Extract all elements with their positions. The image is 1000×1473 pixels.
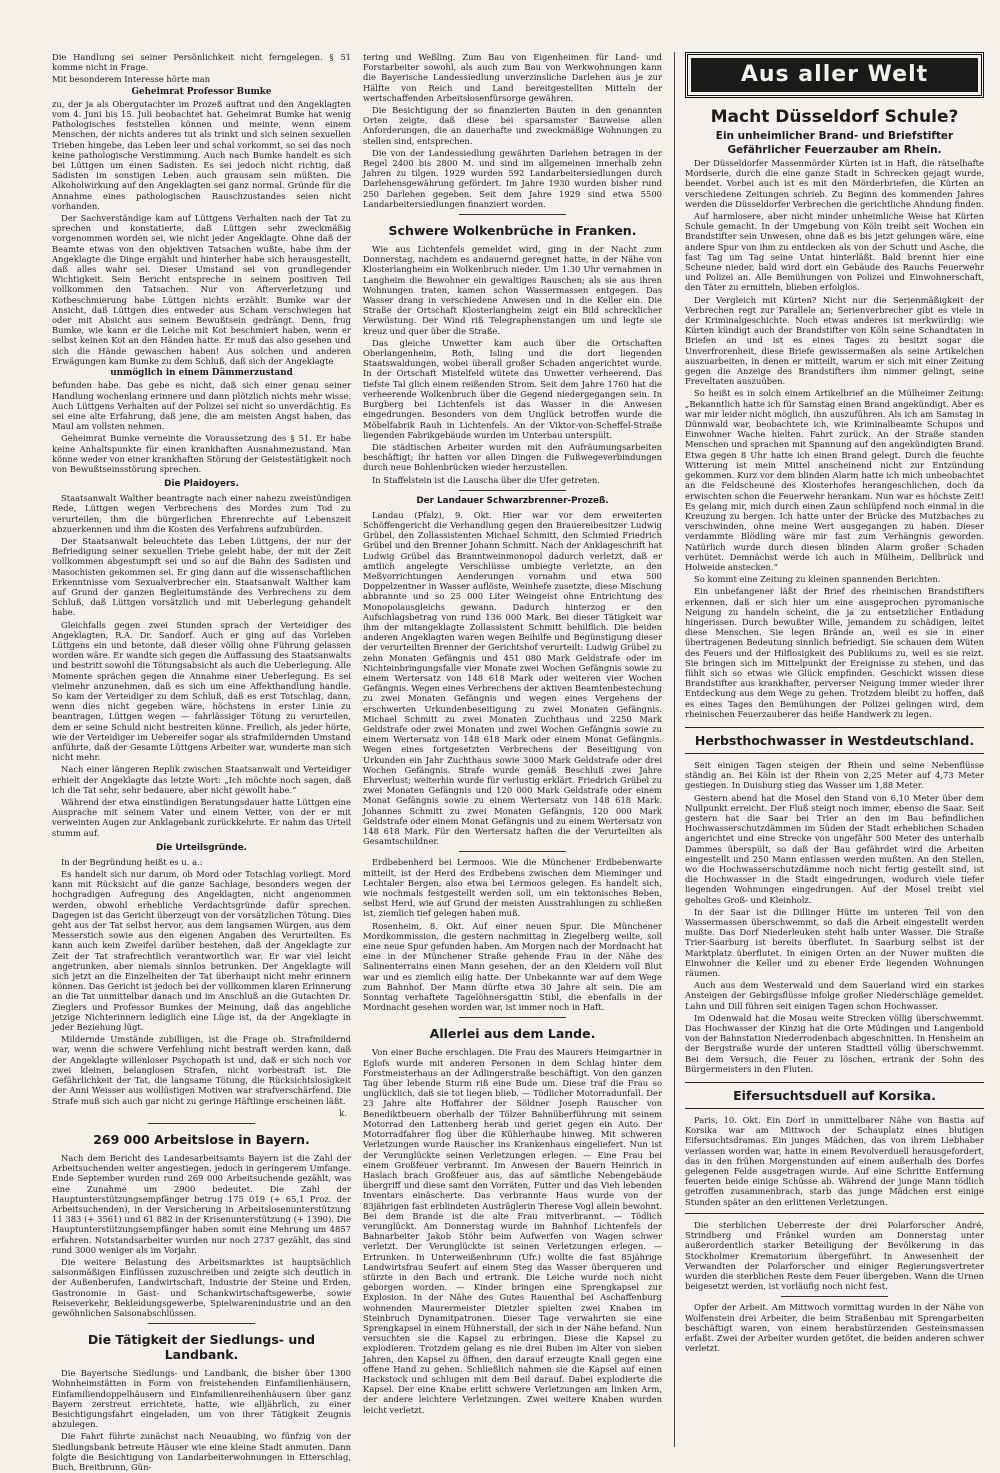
headline-duel: Eifersuchtsduell auf Korsika. <box>733 1088 936 1104</box>
separator <box>459 1017 567 1018</box>
headline-box <box>685 727 984 754</box>
article-paragraph: Opfer der Arbeit. Am Mittwoch vormittag wurden in der Nähe von Wolfenstein drei Arbeiter, die beim Straßenbau mit Sprengarbeiten beschäftigt waren, von einem herabstürzenden Gesteinsmassen erfaßt. Zwei der Arbeiter wurden getötet, die beiden anderen schwer verletzt. <box>685 1302 984 1354</box>
deck-line: Ein unheimlicher Brand- und Briefstifter <box>715 130 954 142</box>
separator <box>781 1296 889 1297</box>
separator <box>459 490 567 491</box>
article-paragraph: Während der etwa einstündigen Beratungsdauer hatte Lüttgen eine Ausprache mit seinem Vater und einem Vetter, von der er mit verweinten Augen zur Anklagebank zurückkehrte. Er nahm das Urteil stumm auf. <box>52 797 351 838</box>
article-paragraph: Auf harmlosere, aber nicht minder unheimliche Weise hat Kürten Schule gemacht. In der Umgebung von Köln treibt seit Wochen ein Brandstifter sein Unwesen, ohne daß es bis jetzt gelungen wäre, eine andere Spur von ihm zu entdecken als von der Schutt und Asche, die fast Tag um Tag seine Untat hinterläßt. Bald brennt hier eine Scheune nieder, bald wird dort ein Gebäude des Rauchs Feuerwehr und Polizei an. Alle Bemühungen von Polizei und Einwohnerschaft, den Täter zu ermitteln, blieben erfolglos. <box>685 211 984 293</box>
article-paragraph: Erdbebenherd bei Lermoos. Wie die Münchener Erdbebenwarte mitteilt, ist der Herd des Erdbebens zwischen dem Mieminger und Lechtaler Bergen, also etwa bei Lermoos gelegen. Es handelt sich, wie nochmals festgestellt werden soll, um ein tektonisches Beben, selbst Herd, wie auf Grund der meisten Ausstrahlungen zu schließen ist, ziemlich tief gelegen haben muß. <box>363 857 662 919</box>
article-paragraph: Der Vergleich mit Kürten? Nicht nur die Serienmäßigkeit der Verbrechen regt zur Parallele an; Serienverbrecher gibt es viele in der Kriminalgeschichte. Noch etwas anderes ist merkwürdig: wie Kürten kündigt auch der Brandstifter von Köln seine Schandtaten in Briefen an und ist es eines Tages zu besitzt sogar die Unverfrorenheit, diese Briefe gewissermaßen als seine Artikelchen auszuarbeiten, in denen er mitteilt, warum er sich mit einer Zeitung gegen die Anzeige des Brandstifters ihm nimmer gelingt, seine Freveltaten auszuüben. <box>685 294 984 387</box>
article-paragraph: Die sterblichen Ueberreste der drei Polarforscher André, Strindberg und Fränkel wurden am Donnerstag unter außerordentlich starker Beteiligung der Bevölkerung in das Stockholmer Krematorium übergeführt. In Anwesenheit der Verwandten der Polarforscher und einiger Regierungsvertreter wurden die sterblichen Reste dem Feuer übergeben. Wann die Urnen beigesetzt werden, ist vorläufig noch nicht fest. <box>685 1219 984 1292</box>
opening-text: Die Handlung sei seiner Persönlichkeit nicht ferngelegen. § 51 komme nicht in Frage. <box>52 52 351 73</box>
headline-region: Allerlei aus dem Lande. <box>429 1026 596 1042</box>
article-paragraph: Rosenheim, 8. Okt. Auf einer neuen Spur. Die Münchener Mordkommission, die gestern nachmittag in Ziegelberg weilte, soll eine neue Spur gefunden haben. Am Morgen nach der Mordnacht hat eine in der Münchener Straße gehende Frau in der Nähe des Salinenterrains einen Mann gesehen, der an den Kleidern voll Blut war und es ziemlich eilig hatte. Der Unbekannte war auf dem Wege zum Bahnhof. Der Mann dürfte etwa 30 Jahre alt sein. Die am Sonntag verhaftete Tagelöhnersgattin Stibl, die ebenfalls in der Mordnacht gesehen worden war, ist immer noch in Haft. <box>363 920 662 1013</box>
article-paragraph: Ein unbefangener läßt der Brief des rheinischen Brandstifters erkennen, daß er sich hier um eine ausgeprochen pyromanische Neigung zu handeln scheint, die ja zu entsetzlicher Entladung hingerissen. Durch bewußter Wille, jemandem zu schädigen, leitet diese Menschen. Sie legen Brände an, weil es sie in einer übertragenen Bedeutung sinnlich befriedigt. Sie schauen dem Wüten des Feuers und der Hilflosigkeit des Publikums zu, weil es sie reizt. Sie bringen sich im Mittelpunkt der Ereignisse zu stehen, und das fühlt sich so etwas wie Glück empfinden. Geschickt wissen diese Brandstifter aus krankhafter, perverser Neigung immer wieder ihrer Entdeckung aus dem Wege zu gehen. Trotzdem bleibt zu hoffen, daß es eines Tages den Bemühungen der Polizei gelingen wird, dem rheinischen Feuerzauberer das heiße Handwerk zu legen. <box>685 586 984 719</box>
article-paragraph: Seit einigen Tagen steigen der Rhein und seine Nebenflüsse ständig an. Bei Köln ist der Rhein von 2,25 Meter auf 4,73 Meter gestiegen. In Duisburg stieg das Wasser um 1,88 Meter. <box>685 759 984 791</box>
headline-box <box>685 1082 984 1109</box>
article-paragraph: tering und Weßling. Zum Bau von Eigenheimen für Land- und Forstarbeiter sowohl, als auch zum Bau von Werkwohnungen kann die Bayerische Landessiedlung unverzinsliche Darlehen aus je zur Hälfte von Reich und Land bereitgestellten Mitteln der wertschaffenden Arbeitslosenfürsorge gewähren. <box>363 52 662 103</box>
separator <box>148 1323 256 1324</box>
article-paragraph: Gestern abend hat die Mosel den Stand von 6,10 Meter über dem Nullpunkt erreicht. Der Fluß steigt noch immer, ebenso die Saar. Seit gestern hat die Saar bei Trier an den im Bau befindlichen Hochwasserschutzdämmen im Süden der Stadt erheblichen Schaden angerichtet und eine Strecke von ungefähr 500 Meter des unterhalb Dammes überspült, so daß der Bau gefährdet wird die Arbeiten eingestellt und 250 Mann entlassen werden mußten. An den Stellen, wo die Hochwasserschutzdämme noch nicht fertig gestellt sind, ist die Hochwasser in die Stadt eingedrungen, wodurch viele tiefer liegenden Wohnungen eingedrungen. Auf der Mosel treibt viel geholtes Groß- und Kleinholz. <box>685 792 984 905</box>
section-banner <box>685 52 984 98</box>
separator <box>459 851 567 852</box>
article-paragraph: Nach dem Bericht des Landesarbeitsamts Bayern ist die Zahl der Arbeitsuchenden weiter angestiegen, jedoch in geringerem Umfange. Ende September wurden rund 269 000 Arbeitsuchende gezählt, was eine Zunahme um 2900 bedeutet. Die Zahl der Hauptunterstützungsempfänger betrug 175 019 (+ 65,1 Proz. der Arbeitsuchenden), in der Versicherung in Arbeitslosenunterstützung 11 383 (+ 3561) und 61 882 in der Krisenunterstützung (+ 1390). Die Hauptunterstützungsempfänger haben somit eine Mehrung um 4857 erfahren. Notstandsarbeiter wurden nur noch 2737 gezählt, das sind rund 3000 weniger als im Vorjahr. <box>52 1152 351 1255</box>
article-paragraph: Die Fahrt führte zunächst nach Neuaubing, wo fünfzig von der Siedlungsbank betreute Häuser wie eine kleine Stadt anmuten. Dann folgte die Besichtigung von Landarbeiterwohnungen in Etterschlag, Buch, Breitbrunn, Gün- <box>52 1431 351 1472</box>
headline-storm: Schwere Wolkenbrüche in Franken. <box>388 223 637 239</box>
article-paragraph: zu, der ja als Obergutachter im Prozeß auftrat und den Angeklagten vom 4. Juni bis 15. Juli beobachtet hat. Geheimrat Bumke hat wenig Pathologisches feststellen können und meinte, wenn einem Menschen, der nichts anderes tut als trinkt und sich seinen sexuellen Trieben hingebe, das Leben leer und schal vorkommt, so sei das noch keine pathologische Verstimmung. Auch nach Bumke handelt es sich bei Lüttgen um einen Sadisten. Es sei jedoch nicht richtig, daß Sadisten im sonstigen Leben auch grausam sein müßten. Die Alkoholwirkung auf den Angeklagten sei ganz normal. Gründe für die Annahme eines pathologischen Rauschzustandes seien nicht vorhanden. <box>52 98 351 211</box>
headline-trial: Der Landauer Schwarzbrenner-Prozeß. <box>416 495 609 506</box>
author-sign: k. <box>339 1107 347 1118</box>
article-paragraph: In der Begründung heißt es u. a.: <box>61 856 203 867</box>
article-paragraph: Der Staatsanwalt beleuchtete das Leben Lüttgens, der nur der Befriedigung seiner sexuellen Triebe gelebt habe, der mit der Zeit vollkommen abgestumpft sei und so auf die Bahn des Sadisten und Masochisten gekommen sei. Er ging dann auf die wissenschaftlichen Erkenntnisse vom Sexualverbrecher ein. Staatsanwalt Walther kam auf Grund der ganzen Begleitumstände des Verbrechens zu dem Schluß, daß Lüttgen vorsätzlich und mit Ueberlegung gehandelt habe. <box>52 535 351 618</box>
opening-text: Mit besonderem Interesse hörte man <box>52 74 211 85</box>
article-paragraph: Auch aus dem Westerwald und dem Sauerland wird ein starkes Ansteigen der Gebirgsflüsse infolge großer Niederschläge gemeldet. Lahn und Dill führen seit einigen Tagen schon Hochwasser. <box>685 980 984 1011</box>
article-paragraph: Der Düsseldorfer Massenmörder Kürten ist in Haft, die rätselhafte Mordserie, durch die eine ganze Stadt in Schrecken gejagt wurde, beendet. Vorbei auch ist es mit den Mörderbriefen, die Kürten an verschiedene Zeitungen schrieb. Zu Beginn des kommenden Jahres werden die Düsseldorfer Verbrechen die gerichtliche Ahndung finden. <box>685 158 984 209</box>
article-paragraph: Die weitere Belastung des Arbeitsmarktes ist hauptsächlich saisonmäßigen Einflüssen zuzuschreiben und zeigte sich deutlich in der Außenberufen, Landwirtschaft, Industrie der Steine und Erden, Gastronomie in Gast- und Schankwirtschaftsgewerbe, sowie Reiseverkehr, Bekleidungsgewerbe, Spielwarenindustrie und an den gewöhnlichen Saisonabschlüssen. <box>52 1256 351 1318</box>
article-paragraph: Mildernde Umstände zubilligen, ist die Frage ob. Strafmildernd war, wenn die schwere Verfehlung nicht bestraft werden kann, daß der Angeklagte willenloser Psychopath ist und, daß er sich noch vor zwei kleinen, belanglosen Strafen, nicht vorbestraft ist. Die Gefährlichkeit der Tat, die langsame Tötung, die Rücksichtslosigkeit der Anni Weisser aus wollüstigen Motiven war strafverschärfend. Die Strafe muß sich auch gar nicht zu geringe Häftlinge erscheinen läßt. <box>52 1034 351 1106</box>
subheading-state: unmöglich in einem Dämmerzustand <box>110 368 293 379</box>
article-paragraph: Der Sachverständige kam auf Lüttgens Verhalten nach der Tat zu sprechen und konstatierte, daß Lüttgen sehr zweckmäßig vorgenommen worden sei, wie nicht jeder Angeklagte. Ohne daß der Beamte etwas von den objektiven Tatsachen wußte, habe ihm der Angeklagte die Dinge ergählt und hinterher habe sich herausgestellt, daß alles wahr sei. Dieser Umstand sei von grundlegender Wichtigkeit. Sein Bericht entspreche in seinem positiven Teil vollkommen den Tatsachen. Nur von Afterverletzung und Kotbeschmierung habe Lüttgen nichts erzählt. Bumke war der Ansicht, daß Lüttgen dies entweder aus Scham verschwiegen hat oder mit Absicht aus seinem Bewußtsein gedrängt. Denn, frug Bumke, wie kann er die Leiche mit Kot beschmiert haben, wenn er selbst keinen Kot an den Händen hatte. Er muß das also gesehen und sich die Hände gewaschen haben! Aus solchen und anderen Erwägungen kam Bumke zu dem Schluß, daß sich der Angeklagte <box>52 213 351 366</box>
article-paragraph: befunden habe. Das gebe es nicht, daß sich einer genau seiner Handlung wochenlang erinnere und dann plötzlich nichts mehr wisse. Auch Lüttgens Verhalten auf der Polizei sei nicht so unverdächtig. Es sei eine alte Erfahrung, daß jene, die am meisten Angst haben, das Maul am vollsten nehmen. <box>52 380 351 432</box>
article-paragraph: In Staffelstein ist die Lauscha über die Ufer getreten. <box>372 474 600 485</box>
column-right <box>674 52 984 1447</box>
article-paragraph: Die Besichtigung der so finanzierten Bauten in den genannten Orten zeigte, daß diese bei sparsamster Bauweise allen Anforderungen, die an dauerhafte und zweckmäßige Wohnungen zu stellen sind, entsprechen. <box>363 105 662 146</box>
article-paragraph: So heißt es in solch einem Artikelbrief an die Mülheimer Zeitung: „Bekanntlich hatte ich für Samstag einen Brand angekündigt. Aber es war mir leider nicht möglich, ihn auszuführen. Als ich am Samstag in Dünnwald war, beobachtete ich, wie Kriminalbeamte Schupos und Einwohner Wache hielten. Fahrt zurück. An der Straße standen Menschen und sprachen mit Spannung auf den angekündigten Brand. Etwa gegen 8 Uhr hatte ich einen Brand gelegt. Durch die feuchte Witterung ist mein Mittel anscheinend nicht zur Entzündung gekommen. Kurz vor dem blinden Alarm hatte ich mich unbeobachtet an die Feldscheune des Klosterhofes herangeschlichen, doch da erwischten schon die Feuerwehr herankam. Nun war es höchste Zeit! Es gelang mir, mich durch einen Zaun schlüpfend noch einmal in die Kreuzung zu bergen. Ich hatte unter der Brücke des Mutzbaches zu verschwinden, ohne meine Wert ausgegangen zu haben. Dieser verdammte Blödling wäre mir fast zum Verhängnis geworden. Natürlich wurde durch diesen blinden Alarm großer Schaden verhütet. Demnächst werde ich auch in Mülheim, Dellbrück und Holweide anstecken.“ <box>685 388 984 572</box>
article-paragraph: Die von der Landessiedlung gewährten Darlehen betragen in der Regel 2400 bis 2800 M. und sind im allgemeinen innerhalb zehn Jahren zu tilgen. 1929 wurden 592 Landarbeitersiedlungen durch Darlehensgewährung gefördert. Im Jahre 1930 wurden bisher rund 250 Darlehen gegeben. Seit dem Jahre 1929 sind etwa 5500 Landarbeitersiedlungen finanziert worden. <box>363 147 662 209</box>
article-paragraph: Gleichfalls gegen zwei Stunden sprach der Verteidiger des Angeklagten, R.A. Dr. Sandorf. Auch er ging auf das Vorleben Lüttgens ein und betonte, daß dieser völlig ohne Führung gelassen worden wäre. Er wandte sich gegen die Auffassung des Staatsanwalts und bestritt sowohl die Tötungsabsicht als auch die Ueberlegung. Alle Momente sprächen gegen die Annahme einer Ueberlegung. Es sei vielmehr anzunehmen, daß es sich um eine Affekthandlung handle. So kam der Verteidiger zu dem Schluß, daß es erst Totschlag, dann, wenn dies nicht gegeben wäre, höchstens in erster Linie zu beantragen, Lüttgen wegen — fahrlässiger Tötung zu verurteilen, dem er seine Schuld nicht bestreiten könne. Freilich, als jeder hörte, wie der Verteidiger im Uebereifer sogar als strafmildernden Umstand anführte, daß der Gesamte Lüttgens Arbeiter war, wunderte man sich nicht mehr. <box>52 619 351 763</box>
subheading-pleas: Die Plaidoyers. <box>164 479 239 490</box>
article-paragraph: Wie aus Lichtenfels gemeldet wird, ging in der Nacht zum Donnerstag, nachdem es andauernd geregnet hatte, in der Nähe von Klosterlangheim ein Wolkenbruch nieder. Um 1.30 Uhr vernahmen in Langheim die Bewohner ein gewaltiges Rauschen; als sie aus ihren Wohnungen traten, kamen schon Wassermassen entgegen. Das Wasser drang in verschiedene Anwesen und in die Keller ein. Die Straße der Ortschaft Klosterlangheim zeigt ein Bild schrecklicher Verwüstung. Der Wind riß Telegraphenstangen um und legte sie kreuz und quer über die Straße. <box>363 244 662 336</box>
headline-bank: Die Tätigkeit der Siedlungs- und Landbank. <box>87 1332 316 1363</box>
separator <box>685 1213 984 1214</box>
article-paragraph: Es handelt sich nur darum, ob Mord oder Totschlag vorliegt. Mord kann mit Rücksicht auf die ganze Sachlage, besonders wegen der hochgradigen Aufregung des Angeklagten, nicht angenommen werden, obwohl erhebliche Verdachtsgründe dafür sprechen. Dagegen ist das Gericht überzeugt von der vorsätzlichen Tötung. Dies geht aus der Tat selbst hervor, aus dem langsamen Würgen, aus dem Messerstich sowie aus den eigenen Angaben des Verurteilten. Es kann auch kein Zweifel darüber bestehen, daß der Angeklagte zur Zeit der Tat strafrechtlich verantwortlich war. Er war viel leicht angetrunken, aber niemals sinnlos betrunken. Der Angeklagte will sich jetzt an die Einzelheiten der Tat überhaupt nicht mehr erinnern können. Das Gericht ist jedoch bei der vollkommen klaren Erinnerung an die Tat unmittelbar danach und im Anschluß an die Gutachten Dr. Zieglers und Professor Bumkes der Meinung, daß das angebliche jetzige Nichterinnern lediglich eine Lüge ist, da der Angeklagte in jeder Beziehung lügt. <box>52 869 351 1033</box>
subheading-bumke: Geheimrat Professor Bumke <box>131 86 272 97</box>
article-paragraph: Von einer Buche erschlagen. Die Frau des Maurers Heimgartner in Eglofs wurde mit anderen Personen in dem Schlag hinter dem Forstmeisterhaus an der Adlingerstraße beschäftigt. Von den ganzen Tag über lebende Sturm riß eine Bude um. Diese traf die Frau so unglücklich, daß sie tot liegen blieb. — Tödlicher Motorradunfall. Der 23 Jahre alte Hoffahrer der Söldner Joseph Rauscher von Benediktbeuern oberhalb der Tölzer Bahnüberführung mit seinem Motorrad den Lattenberg herab und geriet gegen ein Auto. Der Motorradfahrer flog über die Kühlerhaube hinweg. Mit schweren Verletzungen wurde Rauscher ins Krankenhaus eingeliefert. Nun ist der Verunglückte seinen Verletzungen erlegen. — Eine Frau bei einem Großfeuer verbrannt. Im Anwesen der Bauern Heinrich in Haslach brach Großfeuer aus, das auf sämtliche Nebengebäude übergriff und diese samt den Vorräten, Futter und das Vieh lebenden Inventars einäscherte. Das verbrannte Haus wurde von der 83jährigen fast erblindeten Austräglerin Therese Vogl allein bewohnt. Bei dem Brande ist die alte Frau mitverbrannt. — Tödlich verunglückt. Am Donnerstag wurde im Bahnhof Lichtenfels der Bahnarbeiter Jakob Stöhr beim Aufwerfen von Wagen schwer verletzt. Der Verunglückte ist seinen Verletzungen erlegen. — Ertrunken. In Unterweißenbrunn (Ufr.) wollte die fast 85jährige Landwirtsfrau Seufert auf einem Steg das Wasser überqueren und stürzte in den Bach und ertrank. Die Leiche wurde noch nicht geborgen worden. — Kinder bringen eine Sprengkapsel zur Explosion. In der Nähe des Gutes Rauenthal bei Aschaffenburg wohnenden Maurermeister Dietzler spielten zwei Knaben im Steinbruch Dynamitpatronen. Dieser Tage verwahrten sie eine Sprengkapsel in einem Hühnerstall, der sich in der Nähe befand. Nun versuchten sie die Kapsel zu erbringen. Diese die Kapsel zu explodieren. Trotzdem gelang es nie drei Buben im Alter von sieben Jahren, den Kapsel zu öffnen, den darauf erzeugte Knall gegen eine offene Hand zu gehen. Schließlich nahmen sie die Kapsel auf einen Hackstock und schlugen mit dem Beil darauf. Dabei explodierte die Kapsel. Der eine Knabe erlitt schwere Verletzungen am linken Arm, der andere leichtere Verletzungen. Zwei weitere Knaben wurden leicht verletzt. <box>363 1047 662 1415</box>
column-left <box>52 52 351 1472</box>
article-paragraph: Paris, 10. Okt. Ein Dorf in unmittelbarer Nähe von Bastia auf Korsika war am Mittwoch der Schauplatz eines blutigen Eifersuchtsdramas. Ein junges Mädchen, das von ihrem Liebhaber verlassen worden war, hatte in einem Revolverduell herausgefordert, das in den frühen Morgenstunden auf einem außerhalb des Dorfes gelegenen Felde ausgetragen wurde. Auf eine Schritte Entfernung feuerten beide einige Schüsse ab. Während der junge Mann tödlich getroffen zusammenbrach, starb das junge Mädchen erst einige Stunden später an den erlittenen Verletzungen. <box>685 1115 984 1207</box>
section-banner-title: Aus aller Welt <box>691 58 978 92</box>
column-middle <box>363 52 662 1447</box>
separator <box>148 1123 256 1124</box>
article-paragraph: Geheimrat Bumke verneinte die Voraussetzung des § 51. Er habe keine Anhaltspunkte für einen krankhaften Ausnahmezustand. Man könne weder von einer krankhaften Störung der Geistestätigkeit noch von Bewußtseinsstörung sprechen. <box>52 433 351 474</box>
article-paragraph: Das gleiche Unwetter kam auch über die Ortschaften Oberlangenheim, Roth, Isling und die dort liegenden Staatswaldungen, wobei überall großer Schaden angerichtet wurde. In der Ortschaft Mistelfeld wütete das Unwetter verheerend. Das tiefste Tal glich einem reißenden Strom. Seit dem Jahre 1760 hat die verheerende Wolkenbruch über die Gegend niedergegangen sein. In Burgberg bei Lichtenfels ist das Wasser in die Anwesen eingedrungen. Besonders von dem Unglück betroffen wurde die Möbelfabrik Rauh in Lichtenfels. An der Viktor-von-Scheffel-Straße liegenden Fabrikgebäude wurden im Unterbau unterspült. <box>363 337 662 440</box>
article-paragraph: Die Bayerische Siedlungs- und Landbank, die bisher über 1300 Wohnheimstätten in Form von freistehenden Einfamilienhäusern, Einfamiliendoppelhäusern und Einfamilienreihenhäusern über ganz Bayern zerstreut errichtete, hatte, wie alljährlich, zu einer Besichtigungsfahrt eingeladen, um von ihrer Tätigkeit Zeugnis abzulegen. <box>52 1368 351 1430</box>
article-paragraph: Staatsanwalt Walther beantragte nach einer nahezu zweistündigen Rede, Lüttgen wegen Verbrechens des Mordes zum Tod zu verurteilen, ihm die bürgerlichen Ehrenrechte auf Lebenszeit abzuerkennen und ihm die Kosten des Verfahrens aufzubürden. <box>52 493 351 534</box>
article-paragraph: Die städtischen Arbeiter wurden mit den Aufräumungsarbeiten beschäftigt; ihr hatten vor allen Dingen die Fußwegeverbindungen durch neue Bohlenbrücken wieder herzustellen. <box>363 441 662 473</box>
deck-line: Gefährlicher Feuerzauber am Rhein. <box>727 144 942 156</box>
article-paragraph: Im Odenwald hat die Mosau weite Strecken völlig überschwemmt. Das Hochwasser der Kinzig hat die Orte Müdingen und Langenbold von der Bahnstation Niederrodenbach abgeschnitten. In Hensheim an der Bergstraße wurde der unteren Stadtteil völlig überschwemmt. Bei dem Versuch, die Feuer zu löschen, ertrank der Sohn des Bürgermeisters in den Fluten. <box>685 1012 984 1074</box>
separator <box>459 214 567 215</box>
headline-jobless: 269 000 Arbeitslose in Bayern. <box>93 1131 310 1147</box>
article-paragraph: In der Saar ist die Dillinger Hütte im unteren Teil von den Wassermassen überschwemmt, so daß die Arbeit eingestellt werden mußte. Das Dorf Niederleuken steht halb unter Wasser. Die Straße Trier-Saarburg ist bereits überflutet. In Saarburg selbst ist der Marktplatz überflutet. In einigen Orten an der Nuwer mußten die Einwohner die Keller und zu ebener Erde liegenden Wohnungen räumen. <box>685 906 984 979</box>
article-paragraph: So kommt eine Zeitung zu kleinen spannenden Berichten. <box>694 574 941 585</box>
headline-flood: Herbsthochwasser in Westdeutschland. <box>694 732 975 748</box>
article-paragraph: Nach einer längeren Replik zwischen Staatsanwalt und Verteidiger erhielt der Angeklagte das letzte Wort: „Ich möchte noch sagen, daß ich die Tat sehr, sehr bedauere, aber nicht gewollt habe.“ <box>52 764 351 795</box>
headline-dusseldorf: Macht Düsseldorf Schule? <box>710 107 959 127</box>
article-paragraph: Landau (Pfalz), 9. Okt. Hier war vor dem erweiterten Schöffengericht die Verhandlung gegen den Brauereibesitzer Ludwig Grübel, den Zollassistenten Michael Schmitt, den Schmied Friedrich Grübel und den Brenner Johann Schmitt. Nach der Anklageschrift hat Ludwig Grübel das Branntweinmonopol dadurch verletzt, daß er amtlich angelegte Verschlüsse umbiegte verletzte, an den Meßvorrichtungen Aenderungen vornahm und etwa 500 Doppelzentner in Wasser auflöste, Weinhefe zusetzte, diese Mischung abbrannte und so 25 000 Liter Weingeist ohne Entrichtung des Monopolausgleichs gewann. Dadurch hinterzog er den Aufschlagsbetrag von rund 136 000 Mark. Bei dieser Tätigkeit war ihm der mitangeklagte Zollassistent Schmitt behilflich. Die beiden anderen Angeklagten waren wegen Beihilfe und Begünstigung dieser der verurteilten Brenner der Gerichtshof verurteilt: Ludwig Grübel zu zehn Monaten Gefängnis und 451 080 Mark Geldstrafe oder im Nichteinbringungsfalle vier Monate zwei Wochen Gefängnis sowie zu einem Wertersatz von 148 618 Mark oder weiteren vier Wochen Gefängnis. Wegen eines Verbrechens der aktiven Beamtenbestechung zu zwei Monaten Gefängnis und wegen eines Vergehens der erschwerten Urkundenbeseitigung zu zwei Monaten Gefängnis. Michael Schmitt zu zwei Monaten Zuchthaus und 2250 Mark Geldstrafe oder zwei Monaten und zwei Wochen Gefängnis sowie zu einem Wertersatz von 148 618 Mark oder einem Monat Gefängnis. Wegen eines fortgesetzten Verbrechens der Beseitigung von Urkunden ein Jahr Zuchthaus sowie 3000 Mark Geldstrafe oder drei Wochen Gefängnis. Strafe wurde gemäß Beschluß zwei Jahre Ehrverlust; weiterhin wurde für verlustig erklärt. Friedrich Grübel zu zwei Monaten Gefängnis und 120 000 Mark Geldstrafe oder einem Monat Gefängnis sowie zu einem Wertersatz von 148 618 Mark. Johannes Schmitt zu zwei Monaten Gefängnis, 120 000 Mark Geldstrafe oder einem Monat Gefängnis und zu einem Wertersatz von 148 618 Mark. Für den Wertersatz haften die der Verurteilten als Gesamtschuldner. <box>363 509 662 847</box>
subheading-grounds: Die Urteilsgründe. <box>155 842 248 853</box>
